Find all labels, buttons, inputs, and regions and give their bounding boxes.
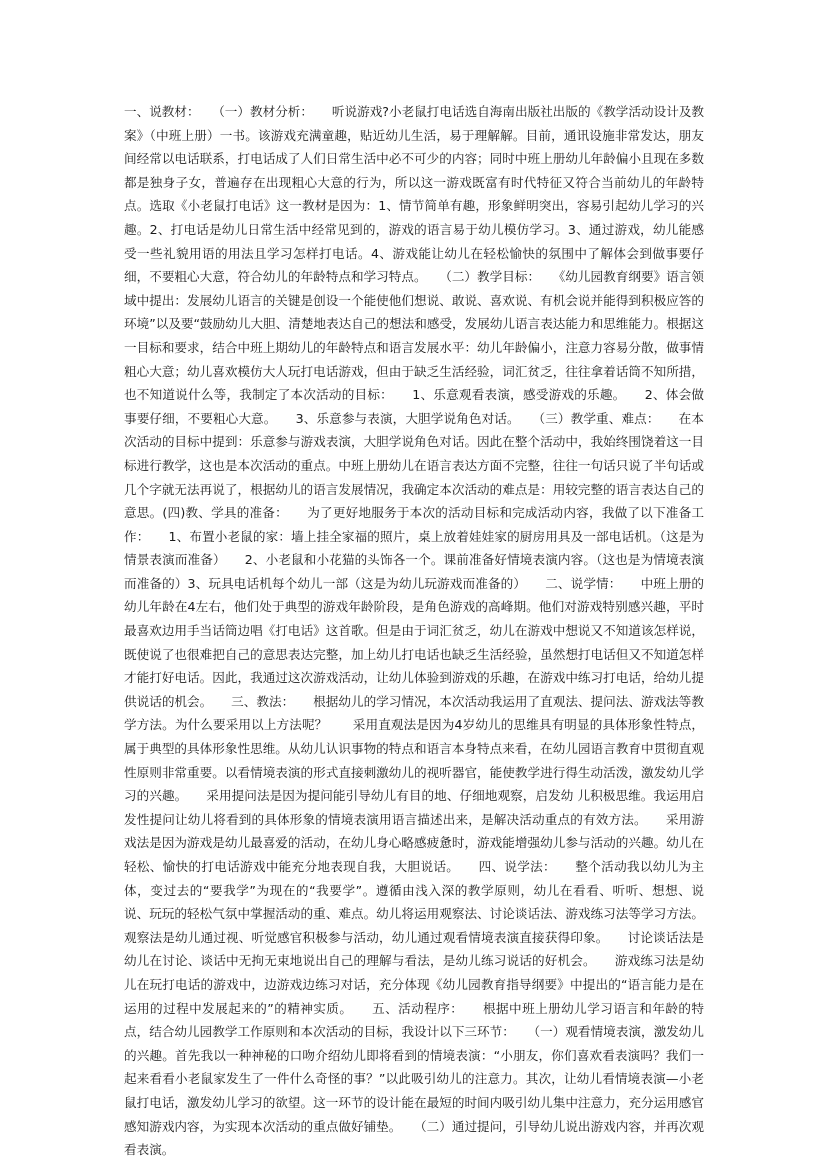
document-body: 一、说教材： （一）教材分析： 听说游戏?小老鼠打电话选自海南出版社出版的《教学活动设计及教案》（中班上册）一书。该游戏充满童趣，贴近幼儿生活，易于理解解。目前，通讯设施非常发达，朋友间经常以电话联系，打电话成了人们日常生活中必不可少的内容；同时中班上册幼儿年龄偏小且现在多数都是独身子女，普遍存在出现粗心大意的行为，所以这一游戏既富有时代特征又符合当前幼儿的年龄特点。选取《小老鼠打电话》这一教材是因为：1、情节简单有趣，形象鲜明突出，容易引起幼儿学习的兴趣。2、打电话是幼儿日常生活中经常见到的，游戏的语言易于幼儿模仿学习。3、通过游戏，幼儿能感受一些礼貌用语的用法且学习怎样打电话。4、游戏能让幼儿在轻松愉快的氛围中了解体会到做事要仔细，不要粗心大意，符合幼儿的年龄特点和学习特点。 （二）教学目标： 《幼儿园教育纲要》语言领域中提出：发展幼儿语言的关键是创设一个能使他们想说、敢说、喜欢说、有机会说并能得到积极应答的环境”以及要“鼓励幼儿大胆、清楚地表达自己的想法和感受，发展幼儿语言表达能力和思维能力。根据这一目标和要求，结合中班上期幼儿的年龄特点和语言发展水平：幼儿年龄偏小，注意力容易分散，做事情粗心大意；幼儿喜欢模仿大人玩打电话游戏，但由于缺乏生活经验，词汇贫乏，往往拿着话筒不知所措，也不知道说什么等，我制定了本次活动的目标： 1、乐意观看表演，感受游戏的乐趣。 2、体会做事要仔细，不要粗心大意。 3、乐意参与表演，大胆学说角色对话。 （三）教学重、难点： 在本次活动的目标中提到：乐意参与游戏表演，大胆学说角色对话。因此在整个活动中，我始终围饶着这一目标进行教学，这也是本次活动的重点。中班上册幼儿在语言表达方面不完整，往往一句话只说了半句话或几个字就无法再说了，根据幼儿的语言发展情况，我确定本次活动的难点是：用较完整的语言表达自己的意思。(四)教、学具的准备： 为了更好地服务于本次的活动目标和完成活动内容，我做了以下准备工作： 1、布置小老鼠的家：墙上挂全家福的照片，桌上放着娃娃家的厨房用具及一部电话机。（这是为情景表演而准备） 2、小老鼠和小花猫的头饰各一个。课前准备好情境表演内容。（这也是为情境表演而准备的）3、玩具电话机每个幼儿一部（这是为幼儿玩游戏而准备的） 二、说学情： 中班上册的幼儿年龄在4左右，他们处于典型的游戏年龄阶段，是角色游戏的高峰期。他们对游戏特别感兴趣，平时最喜欢边用手当话筒边唱《打电话》这首歌。但是由于词汇贫乏，幼儿在游戏中想说又不知道该怎样说，既使说了也很难把自己的意思表达完整，加上幼儿打电话也缺乏生活经验，虽然想打电话但又不知道怎样才能打好电话。因此，我通过这次游戏活动，让幼儿体验到游戏的乐趣，在游戏中练习打电话，给幼儿提供说话的机会。 三、教法： 根据幼儿的学习情况，本次活动我运用了直观法、提问法、游戏法等教学方法。为什么要采用以上方法呢？ 采用直观法是因为4岁幼儿的思维具有明显的具体形象性特点，属于典型的具体形象性思维。从幼儿认识事物的特点和语言本身特点来看，在幼儿园语言教育中贯彻直观性原则非常重要。以看情境表演的形式直接刺激幼儿的视听器官，能使教学进行得生动活泼，激发幼儿学习的兴趣。 采用提问法是因为提问能引导幼儿有目的地、仔细地观察，启发幼 儿积极思维。我运用启发性提问让幼儿将看到的具体形象的情境表演用语言描述出来，是解决活动重点的有效方法。 采用游戏法是因为游戏是幼儿最喜爱的活动，在幼儿身心略感疲惫时，游戏能增强幼儿参与活动的兴趣。幼儿在轻松、愉快的打电话游戏中能充分地表现自我，大胆说话。 四、说学法： 整个活动我以幼儿为主体，变过去的“要我学”为现在的“我要学”。遵循由浅入深的教学原则，幼儿在看看、听听、想想、说说、玩玩的轻松气氛中掌握活动的重、难点。幼儿将运用观察法、讨论谈话法、游戏练习法等学习方法。观察法是幼儿通过视、听觉感官积极参与活动，幼儿通过观看情境表演直接获得印象。 讨论谈话法是幼儿在讨论、谈话中无拘无束地说出自己的理解与看法，是幼儿练习说话的好机会。 游戏练习法是幼儿在玩打电话的游戏中，边游戏边练习对话，充分体现《幼儿园教育指导纲要》中提出的“语言能力是在运用的过程中发展起来的”的精神实质。 五、活动程序： 根据中班上册幼儿学习语言和年龄的特点，结合幼儿园教学工作原则和本次活动的目标，我设计以下三环节： （一）观看情境表演，激发幼儿 的兴趣。首先我以一种神秘的口吻介绍幼儿即将看到的情境表演：“小朋友，你们喜欢看表演吗？我们一起来看看小老鼠家发生了一件什么奇怪的事？”以此吸引幼儿的注意力。其次，让幼儿看情境表演—小老鼠打电话，激发幼儿学习的欲望。这一环节的设计能在最短的时间内吸引幼儿集中注意力，充分运用感官感知游戏内容，为实现本次活动的重点做好铺垫。 （二）通过提问，引导幼儿说出游戏内容，并再次观看表演。 — [124, 104, 709, 1158]
